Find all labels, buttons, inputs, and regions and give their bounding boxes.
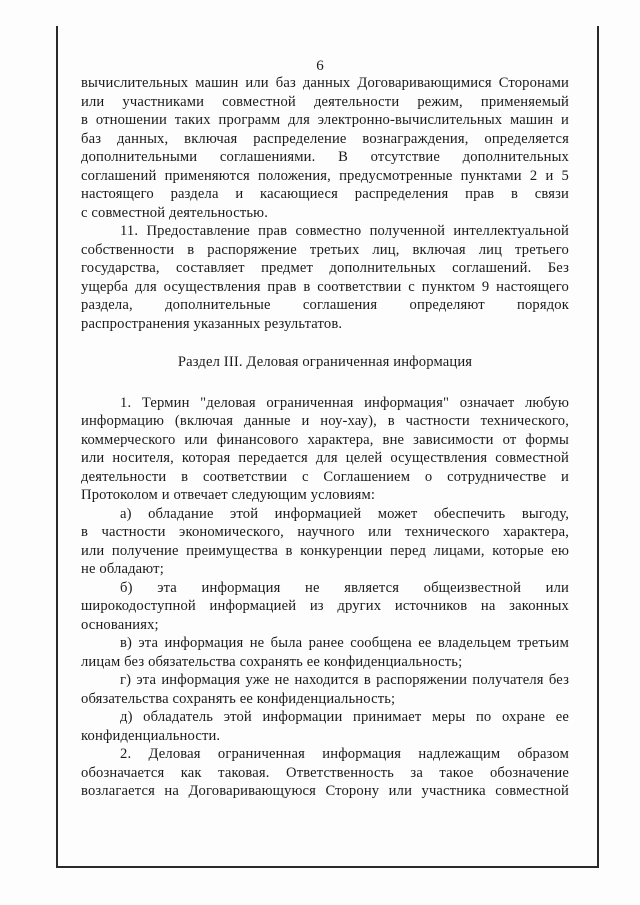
text-line: лицам без обязательства сохранять ее конфиденциальность; bbox=[81, 653, 463, 670]
text-line: основаниях; bbox=[81, 616, 159, 633]
text-line: в частности экономического, научного или технического характера, bbox=[81, 524, 569, 540]
paragraph-continuation bbox=[81, 74, 569, 222]
page-border-right bbox=[597, 26, 599, 868]
text-line: д) обладатель этой информации принимает меры по охране ее bbox=[120, 709, 569, 725]
text-line: обозначается как таковая. Ответственность за такое обозначение bbox=[81, 764, 569, 781]
text-line: соглашений применяются положения, предусмотренные пунктами 2 и 5 bbox=[81, 167, 569, 184]
text-line: настоящего раздела и касающиеся распределения прав в связи bbox=[81, 186, 569, 202]
text-line: 2. Деловая ограниченная информация надлежащим образом bbox=[120, 746, 569, 762]
text-line: б) эта информация не является общеизвестной или bbox=[120, 579, 569, 596]
section-3-paragraph-1 bbox=[81, 394, 569, 505]
text-line: ущерба для осуществления прав в соответствии с пунктом 9 настоящего bbox=[81, 278, 569, 295]
list-item-e bbox=[81, 708, 569, 745]
list-item-c bbox=[81, 634, 569, 671]
text-line: собственности в распоряжение третьих лиц, включая лиц третьего bbox=[81, 241, 569, 258]
list-item-a bbox=[81, 505, 569, 579]
document-body bbox=[81, 74, 569, 801]
text-line: или участниками совместной деятельности режим, применяемый bbox=[81, 93, 569, 110]
text-line: раздела, дополнительные соглашения определяют порядок bbox=[81, 297, 569, 313]
text-line: дополнительными соглашениями. В отсутствие дополнительных bbox=[81, 149, 569, 165]
text-line: или получение преимущества в конкуренции перед лицами, которые ею bbox=[81, 542, 569, 559]
text-line: в отношении таких программ для электронно-вычислительных машин и bbox=[81, 112, 569, 128]
page-number: 6 bbox=[316, 58, 324, 74]
text-line: распространения указанных результатов. bbox=[81, 315, 343, 332]
text-line: не обладают; bbox=[81, 561, 164, 577]
section-3-paragraph-2 bbox=[81, 745, 569, 801]
text-line: возлагается на Договаривающуюся Сторону или участника совместной bbox=[81, 783, 569, 799]
text-line: баз данных, включая распределение вознаграждения, определяется bbox=[81, 130, 569, 147]
text-line: коммерческого или финансового характера, вне зависимости от формы bbox=[81, 431, 569, 448]
page-border-left bbox=[56, 26, 58, 868]
text-line: 11. Предоставление прав совместно полученной интеллектуальной bbox=[120, 223, 569, 239]
text-line: вычислительных машин или баз данных Договаривающимися Сторонами bbox=[81, 75, 569, 91]
text-line: с совместной деятельностью. bbox=[81, 204, 269, 221]
text-line: а) обладание этой информацией может обеспечить выгоду, bbox=[120, 505, 569, 522]
text-line: Протоколом и отвечает следующим условиям: bbox=[81, 487, 376, 503]
text-line: г) эта информация уже не находится в распоряжении получателя без bbox=[120, 672, 569, 688]
text-line: или носителя, которая передается для целей осуществления совместной bbox=[81, 450, 569, 466]
text-line: информацию (включая данные и ноу-хау), в частности технического, bbox=[81, 413, 569, 429]
text-line: широкодоступной информацией из других источников на законных bbox=[81, 598, 569, 614]
section-title: Раздел III. Деловая ограниченная информация bbox=[177, 354, 473, 370]
text-line: в) эта информация не была ранее сообщена ее владельцем третьим bbox=[120, 635, 569, 651]
text-line: деятельности в соответствии с Соглашением о сотрудничестве и bbox=[81, 468, 569, 485]
paragraph-11 bbox=[81, 222, 569, 333]
text-line: обязательства сохранять ее конфиденциальность; bbox=[81, 690, 396, 707]
list-item-d bbox=[81, 671, 569, 708]
page-border-bottom bbox=[56, 866, 599, 868]
list-item-b bbox=[81, 579, 569, 635]
text-line: 1. Термин "деловая ограниченная информация" означает любую bbox=[120, 394, 569, 411]
text-line: государства, составляет предмет дополнительных соглашений. Без bbox=[81, 260, 569, 276]
text-line: конфиденциальности. bbox=[81, 727, 221, 744]
